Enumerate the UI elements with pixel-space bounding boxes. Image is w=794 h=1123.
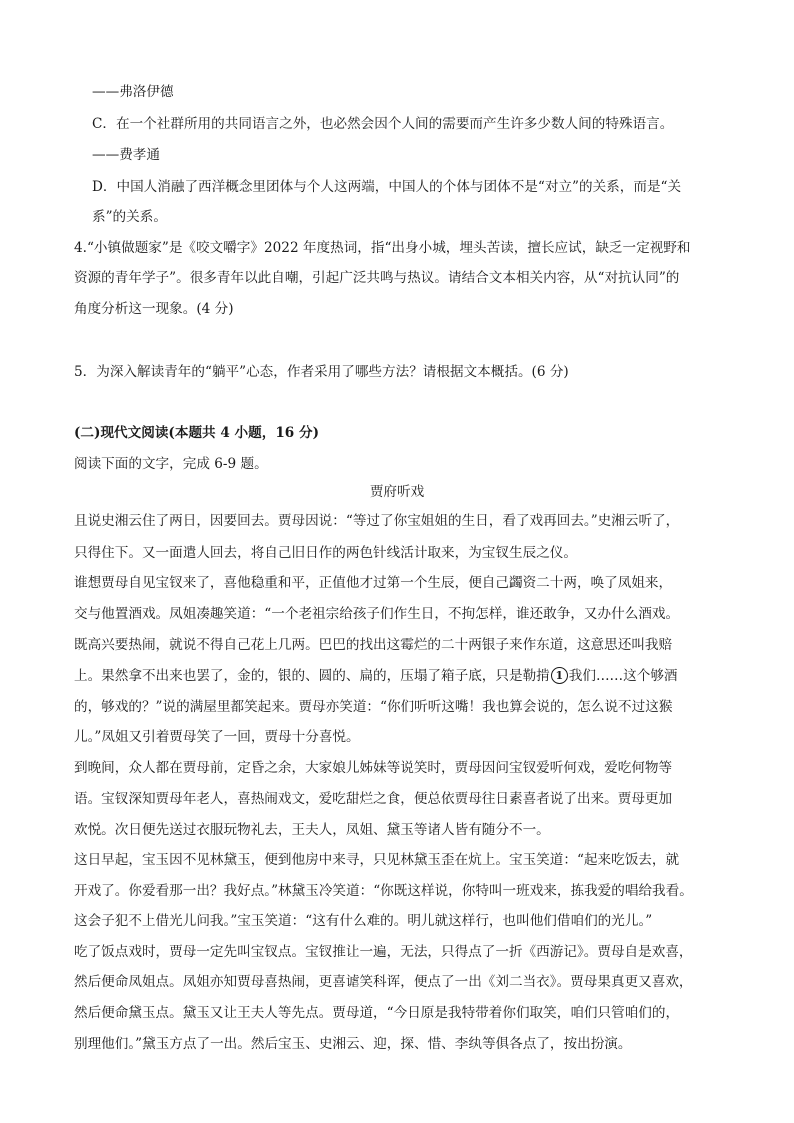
passage-line: 谁想贾母自见宝钗来了，喜他稳重和平，正值他才过第一个生辰，便自己蠲资二十两，唤了凤姐来， (74, 575, 673, 591)
passage-line-head: 上。果然拿不出来也罢了，金的，银的、圆的、扁的，压塌了箱子底，只是勒掯 (74, 668, 550, 684)
section-heading: (二)现代文阅读(本题共 4 小题，16 分) (74, 425, 320, 441)
option-d-line-1: D．中国人消融了西洋概念里团体与个人这两端，中国人的个体与团体不是“对立”的关系，而是“关 (92, 179, 682, 195)
passage-line: 到晚间，众人都在贾母前，定昏之余，大家娘儿姊妹等说笑时，贾母因问宝钗爱听何戏，爱吃何物等 (74, 760, 673, 776)
passage-line: 儿。”凤姐又引着贾母笑了一回，贾母十分喜悦。 (74, 729, 360, 745)
question-4-line-1: 4.“小镇做题家”是《咬文嚼字》2022 年度热词，指“出身小城，埋头苦读，擅长应试，缺乏一定视野和 (74, 240, 691, 256)
question-4-line-2: 资源的青年学子”。很多青年以此自嘲，引起广泛共鸣与热议。请结合文本相关内容，从“对抗认同”的 (74, 270, 680, 286)
passage-line: 交与他置酒戏。凤姐凑趣笑道：“一个老祖宗给孩子们作生日，不拘怎样，谁还敢争，又办什么酒戏。 (74, 606, 680, 622)
passage-line: 且说史湘云住了两日，因要回去。贾母因说：“等过了你宝姐姐的生日，看了戏再回去。”史湘云听了， (74, 513, 680, 529)
passage-line: 这日早起，宝玉因不见林黛玉，便到他房中来寻，只见林黛玉歪在炕上。宝玉笑道：“起来吃饭去，就 (74, 852, 680, 868)
passage-line: 这会子犯不上借光儿问我。”宝玉笑道：“这有什么难的。明儿就这样行，也叫他们借咱们的光儿。” (74, 913, 653, 929)
passage-line-with-mark (74, 666, 678, 686)
passage-line: 语。宝钗深知贾母年老人，喜热闹戏文，爱吃甜烂之食，便总依贾母往日素喜者说了出来。贾母更加 (74, 791, 673, 807)
passage-line: 欢悦。次日便先送过衣服玩物礼去，王夫人，凤姐、黛玉等诸人皆有随分不一。 (74, 822, 550, 838)
passage-line: 然后便命凤姐点。凤姐亦知贾母喜热闹，更喜谑笑科诨，便点了一出《刘二当衣》。贾母果真更又喜欢， (74, 974, 693, 990)
passage-line: 既高兴要热闹，就说不得自己花上几两。巴巴的找出这霉烂的二十两银子来作东道，这意思还叫我赔 (74, 637, 673, 653)
option-c: C．在一个社群所用的共同语言之外，也必然会因个人间的需要而产生许多少数人间的特殊语言。 (92, 116, 674, 132)
passage-line: 然后便命黛玉点。黛玉又让王夫人等先点。贾母道，“今日原是我特带着你们取笑，咱们只管咱们的， (74, 1005, 680, 1021)
instruction-text: 阅读下面的文字，完成 6-9 题。 (74, 456, 268, 472)
attribution-fei: ——费孝通 (92, 147, 160, 163)
passage-line: 只得住下。又一面遣人回去，将自己旧日作的两色针线活计取来，为宝钗生辰之仪。 (74, 545, 577, 561)
passage-line-tail: 我们……这个够酒 (568, 668, 678, 684)
attribution-freud: ——弗洛伊德 (92, 84, 174, 100)
question-4-line-3: 角度分析这一现象。(4 分) (74, 301, 234, 317)
passage-line: 开戏了。你爱看那一出？我好点。”林黛玉冷笑道：“你既这样说，你特叫一班戏来，拣我爱的唱给我看。 (74, 883, 693, 899)
option-d-line-2: 系”的关系。 (92, 209, 167, 225)
passage-line: 别理他们。”黛玉方点了一出。然后宝玉、史湘云、迎，探、惜、李纨等俱各点了，按出扮演。 (74, 1036, 632, 1052)
passage-title: 贾府听戏 (369, 484, 425, 500)
passage-line: 吃了饭点戏时，贾母一定先叫宝钗点。宝钗推让一遍，无法，只得点了一折《西游记》。贾母自是欢喜， (74, 944, 693, 960)
circled-number-mark: 1 (551, 667, 568, 684)
passage-line: 的，够戏的？”说的满屋里都笑起来。贾母亦笑道：“你们听听这嘴！我也算会说的，怎么说不过这猴 (74, 699, 673, 715)
question-5: 5．为深入解读青年的“躺平”心态，作者采用了哪些方法？请根据文本概括。(6 分) (74, 364, 569, 380)
